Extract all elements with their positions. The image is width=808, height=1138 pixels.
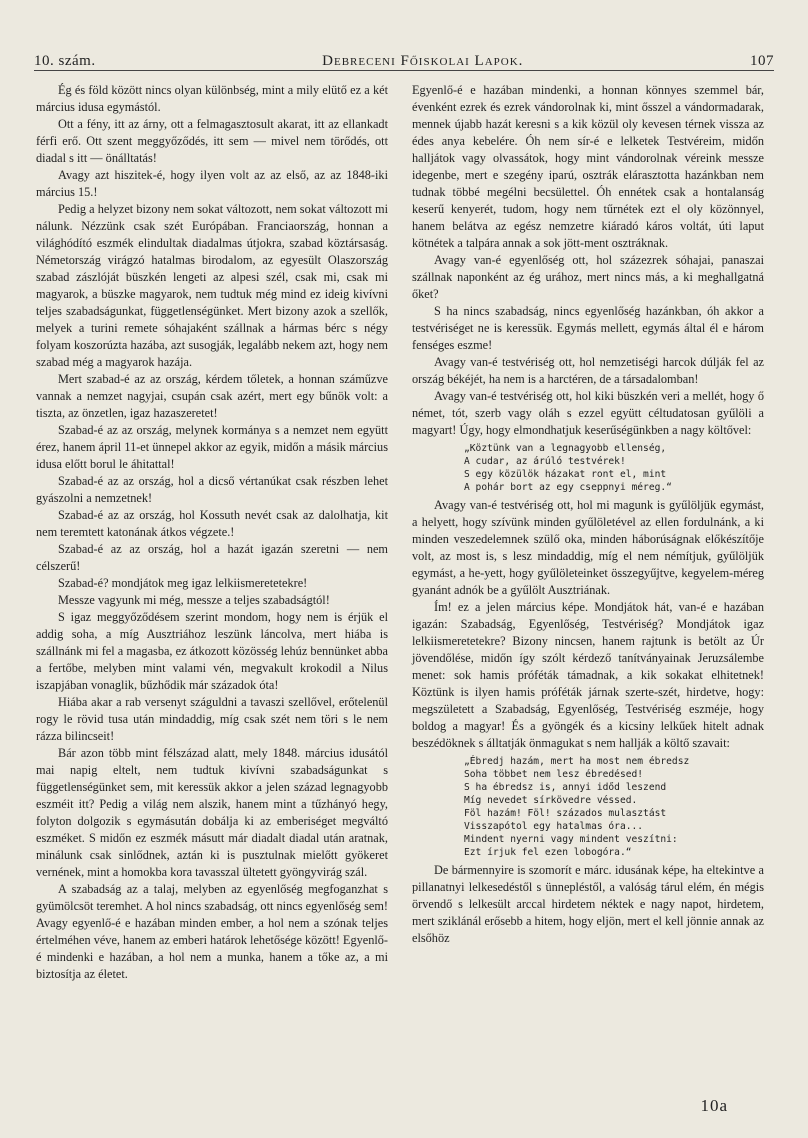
poem-line: A cudar, az árúló testvérek! <box>464 456 626 467</box>
poem-line: S ha ébredsz is, annyi időd leszend <box>464 782 667 793</box>
journal-title: Debreceni Főiskolai Lapok. <box>322 53 524 69</box>
issue-number: 10. szám. <box>34 53 96 69</box>
paragraph: Egyenlő-é e hazában mindenki, a honnan könnyes szemmel bár, évenként ezrek és ezrek vándorolnak ki, mint ősszel a vándormadarak, mennek újabb hazát keresni s a kik közül oly kevesen térnek vissza az édes anya kebelére. Óh nem sír-é e lelketek Testvéreim, midőn halljátok vagy olvassátok, hogy mint vándorolnak véreink messze idegenbe, mert e szegény iparú, osztrák elárasztotta hazánkban nem tudnak többé megélni becsülettel. Óh ennétek csak a hontalanság keserű kenyerét, tudom, hogy nem tűrnétek ezt el oly közönnyel, hanem belátva az egész nemzetre kiáradó káros voltát, úti laput kötnétek a talpára annak a sok jött-ment osztráknak. <box>412 83 764 250</box>
right-column <box>412 82 764 947</box>
poem-quote-2 <box>464 755 764 859</box>
paragraph: Ég és föld között nincs olyan különbség, mint a mily elütő ez a két március idusa egymástól. <box>36 83 388 114</box>
paragraph: Avagy van-é testvériség ott, hol nemzetiségi harcok dúlják fel az ország békéjét, ha nem is a harctéren, de a társadalomban! <box>412 355 764 386</box>
poem-line: „Köztünk van a legnagyobb ellenség, <box>464 443 667 454</box>
paragraph: Avagy van-é egyenlőség ott, hol százezrek sóhajai, panaszai szállnak naponként az ég urához, mert nincs más, a ki meghallgatná őket? <box>412 253 764 301</box>
paragraph: Mert szabad-é az az ország, kérdem tőletek, a honnan száműzve vannak a nemzet nagyjai, csupán csak azért, mert egy bűnök volt: a tiszta, az önzetlen, igaz hazaszeretet! <box>36 372 388 420</box>
poem-line: Míg nevedet sírkövedre véssed. <box>464 795 638 806</box>
poem-line: Soha többet nem lesz ébredésed! <box>464 769 644 780</box>
poem-line: Mindent nyerni vagy mindent veszítni: <box>464 834 678 845</box>
paragraph: Ott a fény, itt az árny, ott a felmagasztosult akarat, itt az ellankadt férfi erő. Ott szent meggyőződés, itt sem — mivel nem törődés, ott diadal s itt — önálltatás! <box>36 117 388 165</box>
paragraph: A szabadság az a talaj, melyben az egyenlőség megfoganzhat s gyümölcsöt teremhet. A hol nincs szabadság, ott nincs egyenlőség sem! Avagy egyenlő-é e hazában minden ember, a hol nem a szónak teljes értelméhen véve, hanem az emberi határok lehetősége között! Egyenlő-é mindenki e hazában, a hol nem a munka, hanem a tőke az, a mi biztosítja az életet. <box>36 882 389 981</box>
poem-line: Visszapótol egy hatalmas óra... <box>464 821 644 832</box>
header-rule <box>34 70 774 71</box>
poem-line: Föl hazám! Föl! százados mulasztást <box>464 808 667 819</box>
paragraph: Bár azon több mint félszázad alatt, mely 1848. március idusától mai napig eltelt, nem tudtuk kivívni szabadságunkat s függetlenségünket sem, mit keressük akkor a jelen század legnagyobb eszméit itt? Pedig a világ nem alszik, hanem mint a tűzhányó hegy, folyton dolgozik s egymásután dobálja ki az emberiséget megváltó eszméket. S midőn ez eszmék másutt már diadalt diadal után aratnak, minálunk csak sinlődnek, aztán ki is pusztulnak mielőtt gyökeret vernének, mint a homokba kora tavasszal ültetett gyöngyvirág szál. <box>36 746 388 879</box>
page-number: 107 <box>750 53 774 69</box>
paragraph: Szabad-é az az ország, hol a dicső vértanúkat csak részben lehet gyászolni a nemzetnek! <box>36 474 388 505</box>
poem-line: A pohár bort az egy cseppnyi méreg.“ <box>464 482 672 493</box>
paragraph: De bármennyire is szomorít e márc. idusának képe, ha eltekintve a pillanatnyi lelkesedéstől s ünnepléstől, a valóság tárul elém, én mégis örvendő s lelkesült arccal hirdetem néktek e nagy napot, hirdetem, mert sziklánál erősebb a hitem, hogy eljön, mert el kell jönnie annak az elsőhöz <box>412 863 764 945</box>
paragraph: Avagy van-é testvériség ott, hol mi magunk is gyűlöljük egymást, a helyett, hogy szívünk minden gyűlöletével az ellen fordulnánk, a ki minden veszedelemnek szülő oka, minden háborúságnak előkészítője volt, az most is, s lesz mindaddig, míg el nem némítjuk, gyűlöljük egymást, a he-yett, hogy gyűlöleteinket összegyűjtve, kegyelem-méreg gyanánt adnók be a gyűlölt Ausztriának. <box>412 498 764 597</box>
paragraph: Messze vagyunk mi még, messze a teljes szabadságtól! <box>58 593 330 607</box>
poem-line: S egy közülök házakat ront el, mint <box>464 469 667 480</box>
paragraph: Hiába akar a rab versenyt száguldni a tavaszi szellővel, erőtelenül rogy le rövid tusa után mindaddig, míg csak szét nem töri s le nem rázza bilincseit! <box>36 695 388 743</box>
paragraph: S ha nincs szabadság, nincs egyenlőség hazánkban, óh akkor a testvériséget ne is keressük. Egymás mellett, egymás által él e három fenséges eszme! <box>412 304 764 352</box>
paragraph: Szabad-é az az ország, hol a hazát igazán szeretni — nem célszerű! <box>36 542 388 573</box>
paragraph: Szabad-é az az ország, melynek kormánya s a nemzet nem együtt érez, hanem ápril 11-et ünnepel akkor az egyik, midőn a másik március idusa előtt borul le áhitattal! <box>36 423 388 471</box>
page-header <box>34 44 774 70</box>
poem-line: „Ébredj hazám, mert ha most nem ébredsz <box>464 756 690 767</box>
paragraph: S igaz meggyőződésem szerint mondom, hogy nem is érjük el addig soha, a míg Ausztriához leszünk láncolva, mert hiába is szállnánk mi fel a magasba, ez átkozott közösség lehúz bennünket abba a fertőbe, melyben mint valami vén, megvakult krokodil a Nilus iszapjában vonaglik, bűzhődik már századok óta! <box>36 610 388 692</box>
paragraph: Ím! ez a jelen március képe. Mondjátok hát, van-é e hazában igazán: Szabadság, Egyenlőség, Testvériség? Mondjátok igaz lelkiismeretetekre? Bizony nincsen, hanem rajtunk is betölt az Úr jövendőlése, midőn így szólt kérdező tanítványainak Jeruzsálembe menet: sok hamis próféták támadnak, a kik sokakat elhitetnek! Köztünk is ilyen hamis próféták járnak szerte-szét, hirdetve, hogy: megszületett a Szabadság, Egyenlőség, Testvériség eszméje, hogy boldog a magyar! És a gyöngék és a kicsiny lelkűek hitelt adnak beszédöknek s álltatják önmagukat s nem hallják a költő szavait: <box>412 600 764 750</box>
poem-quote-1 <box>464 442 764 494</box>
paragraph: Pedig a helyzet bizony nem sokat változott, nem sokat változott mi nálunk. Nézzünk csak szét Európában. Franciaország, honnan a világhódító eszmék elindultak diadalmas útjokra, szabad köztársaság. Németország virágzó hatalmas birodalom, az egyesült Olaszország szabad zászlóját büszkén lengeti az alpesi szél, csak mi, csak mi magyarok, a büszke magyarok, nem tudtuk még mind ez ideig kivívni teljes szabadságunkat, függetlenségünket. Mert bizony azok a szellők, melyek a turini remete sóhajaként szállnak a hármas bérc s négy folyam koszorúzta hazába, azt susogják, legalább nekem azt, hogy nem szabad még a magyarok hazája. <box>36 202 388 369</box>
poem-line: Ezt írjuk fel ezen lobogóra.“ <box>464 847 632 858</box>
printer-signature: 10a <box>700 1096 728 1115</box>
paragraph: Szabad-é? mondjátok meg igaz lelkiismeretetekre! <box>58 576 308 590</box>
left-column <box>36 82 388 983</box>
paragraph: Avagy van-é testvériség ott, hol kiki büszkén veri a mellét, hogy ő német, tót, szerb vagy oláh s ezzel együtt céltudatosan gyűlöli a magyart! Úgy, hogy elmondhatjuk keserűségünkben a nagy költővel: <box>412 389 764 437</box>
paragraph: Avagy azt hiszitek-é, hogy ilyen volt az az első, az az 1848-iki március 15.! <box>36 168 388 199</box>
paragraph: Szabad-é az az ország, hol Kossuth nevét csak az dalolhatja, kit nem teremtett katonának átkos végzete.! <box>36 508 388 539</box>
